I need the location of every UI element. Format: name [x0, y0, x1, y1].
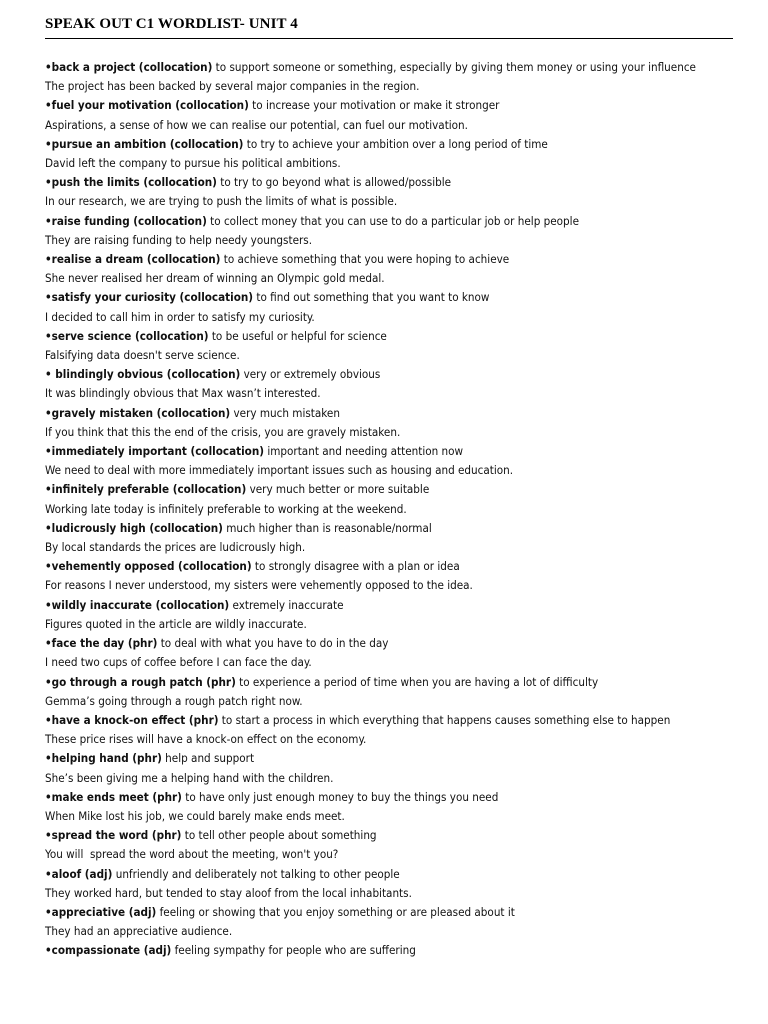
entry-headline — [45, 673, 732, 692]
entry-example: In our research, we are trying to push the limits of what is possible. — [45, 194, 398, 209]
entry-example: You will spread the word about the meeting, won't you? — [45, 847, 339, 862]
entry-example: For reasons I never understood, my sisters were vehemently opposed to the idea. — [45, 578, 473, 593]
entry-definition: very much mistaken — [230, 405, 340, 420]
entry-term: •gravely mistaken (collocation) — [45, 405, 231, 420]
wordlist-entry — [45, 865, 732, 903]
entry-definition: to increase your motivation or make it stronger — [248, 98, 500, 113]
entry-headline — [45, 788, 732, 807]
entry-term: • blindingly obvious (collocation) — [45, 367, 241, 382]
entry-headline — [45, 941, 732, 960]
entry-definition: to tell other people about something — [181, 828, 377, 843]
entry-definition: to deal with what you have to do in the day — [157, 636, 389, 651]
entry-term: •go through a rough patch (phr) — [45, 674, 236, 689]
entry-definition: to find out something that you want to know — [253, 290, 490, 305]
entry-term: •raise funding (collocation) — [45, 213, 207, 228]
wordlist-entry — [45, 365, 732, 403]
wordlist-entry — [45, 58, 732, 96]
entry-term: •make ends meet (phr) — [45, 789, 182, 804]
wordlist-entry — [45, 212, 732, 250]
entry-example: They are raising funding to help needy youngsters. — [45, 232, 313, 247]
entry-term: •spread the word (phr) — [45, 828, 182, 843]
entry-example: Aspirations, a sense of how we can realise our potential, can fuel our motivation. — [45, 117, 468, 132]
entry-example: She’s been giving me a helping hand with the children. — [45, 770, 334, 785]
entry-term: •appreciative (adj) — [45, 904, 157, 919]
wordlist-entry — [45, 634, 732, 672]
entry-term: •have a knock-on effect (phr) — [45, 712, 219, 727]
entry-headline — [45, 327, 732, 346]
wordlist-entry — [45, 96, 732, 134]
entry-example: It was blindingly obvious that Max wasn’t interested. — [45, 386, 321, 401]
entry-example: They had an appreciative audience. — [45, 924, 233, 939]
entry-term: •back a project (collocation) — [45, 60, 213, 74]
entry-headline — [45, 903, 732, 922]
entry-term: •ludicrously high (collocation) — [45, 520, 223, 535]
wordlist-entry — [45, 711, 732, 749]
entry-definition: to collect money that you can use to do a particular job or help people — [206, 213, 579, 228]
wordlist-entry — [45, 749, 732, 787]
entry-definition: feeling or showing that you enjoy something or are pleased about it — [156, 904, 515, 919]
entry-term: •face the day (phr) — [45, 636, 158, 651]
wordlist-entry — [45, 903, 732, 941]
entry-term: •wildly inaccurate (collocation) — [45, 597, 230, 612]
entry-headline — [45, 250, 732, 269]
wordlist-entry — [45, 557, 732, 595]
title-underline — [45, 38, 733, 39]
entry-term: •serve science (collocation) — [45, 328, 209, 343]
entry-example: I need two cups of coffee before I can face the day. — [45, 655, 312, 670]
entry-term: •infinitely preferable (collocation) — [45, 482, 247, 497]
entry-term: •satisfy your curiosity (collocation) — [45, 290, 254, 305]
wordlist — [45, 58, 732, 961]
entry-example: We need to deal with more immediately important issues such as housing and education. — [45, 463, 514, 478]
entry-definition: very much better or more suitable — [246, 482, 430, 497]
entry-example: Working late today is infinitely preferable to working at the weekend. — [45, 501, 407, 516]
entry-term: •compassionate (adj) — [45, 943, 172, 958]
entry-headline — [45, 212, 732, 231]
entry-headline — [45, 288, 732, 307]
entry-definition: to be useful or helpful for science — [208, 328, 387, 343]
entry-headline — [45, 711, 732, 730]
entry-definition: to try to achieve your ambition over a long period of time — [243, 136, 548, 151]
entry-definition: to strongly disagree with a plan or idea — [251, 559, 460, 574]
entry-definition: to try to go beyond what is allowed/possible — [216, 175, 452, 190]
entry-term: •vehemently opposed (collocation) — [45, 559, 252, 574]
entry-example: They worked hard, but tended to stay aloof from the local inhabitants. — [45, 885, 412, 900]
entry-example: By local standards the prices are ludicrously high. — [45, 540, 306, 555]
entry-definition: to achieve something that you were hoping to achieve — [220, 252, 510, 267]
entry-headline — [45, 135, 732, 154]
wordlist-entry — [45, 480, 732, 518]
entry-headline — [45, 96, 732, 115]
entry-headline — [45, 596, 732, 615]
entry-headline — [45, 557, 732, 576]
entry-term: •push the limits (collocation) — [45, 175, 217, 190]
wordlist-entry — [45, 173, 732, 211]
entry-term: •aloof (adj) — [45, 866, 113, 881]
entry-headline — [45, 634, 732, 653]
wordlist-entry — [45, 442, 732, 480]
entry-example: Gemma’s going through a rough patch right now. — [45, 693, 303, 708]
entry-term: •immediately important (collocation) — [45, 444, 265, 459]
wordlist-entry — [45, 519, 732, 557]
entry-headline — [45, 519, 732, 538]
entry-example: I decided to call him in order to satisfy my curiosity. — [45, 309, 315, 324]
wordlist-entry — [45, 788, 732, 826]
wordlist-entry — [45, 327, 732, 365]
entry-term: •fuel your motivation (collocation) — [45, 98, 249, 113]
entry-example: The project has been backed by several major companies in the region. — [45, 79, 420, 94]
entry-headline — [45, 749, 732, 768]
entry-headline — [45, 173, 732, 192]
wordlist-entry — [45, 288, 732, 326]
entry-example: If you think that this the end of the crisis, you are gravely mistaken. — [45, 424, 401, 439]
entry-example: When Mike lost his job, we could barely make ends meet. — [45, 808, 345, 823]
entry-definition: unfriendly and deliberately not talking to other people — [112, 866, 400, 881]
wordlist-entry — [45, 596, 732, 634]
wordlist-entry — [45, 404, 732, 442]
entry-definition: much higher than is reasonable/normal — [222, 520, 432, 535]
entry-definition: to support someone or something, especially by giving them money or using your influence — [212, 60, 696, 74]
entry-example: Figures quoted in the article are wildly inaccurate. — [45, 616, 307, 631]
entry-definition: to have only just enough money to buy the things you need — [181, 789, 499, 804]
entry-definition: to start a process in which everything that happens causes something else to happen — [218, 712, 671, 727]
entry-term: •pursue an ambition (collocation) — [45, 136, 244, 151]
entry-definition: very or extremely obvious — [240, 367, 381, 382]
entry-definition: feeling sympathy for people who are suffering — [171, 943, 416, 958]
entry-headline — [45, 480, 732, 499]
entry-headline — [45, 365, 732, 384]
entry-definition: important and needing attention now — [264, 444, 464, 459]
wordlist-entry — [45, 673, 732, 711]
entry-example: She never realised her dream of winning an Olympic gold medal. — [45, 271, 385, 286]
entry-definition: help and support — [161, 751, 255, 766]
document-title: SPEAK OUT C1 WORDLIST- UNIT 4 — [45, 16, 298, 32]
entry-term: •realise a dream (collocation) — [45, 252, 221, 267]
entry-definition: extremely inaccurate — [229, 597, 344, 612]
entry-example: Falsifying data doesn't serve science. — [45, 348, 240, 363]
wordlist-entry — [45, 135, 732, 173]
entry-headline — [45, 58, 732, 77]
wordlist-entry — [45, 250, 732, 288]
wordlist-entry — [45, 941, 732, 960]
wordlist-entry — [45, 826, 732, 864]
entry-headline — [45, 826, 732, 845]
entry-headline — [45, 404, 732, 423]
entry-headline — [45, 442, 732, 461]
entry-definition: to experience a period of time when you are having a lot of difficulty — [235, 674, 599, 689]
entry-example: These price rises will have a knock-on effect on the economy. — [45, 732, 367, 747]
entry-example: David left the company to pursue his political ambitions. — [45, 156, 341, 171]
entry-term: •helping hand (phr) — [45, 751, 162, 766]
entry-headline — [45, 865, 732, 884]
